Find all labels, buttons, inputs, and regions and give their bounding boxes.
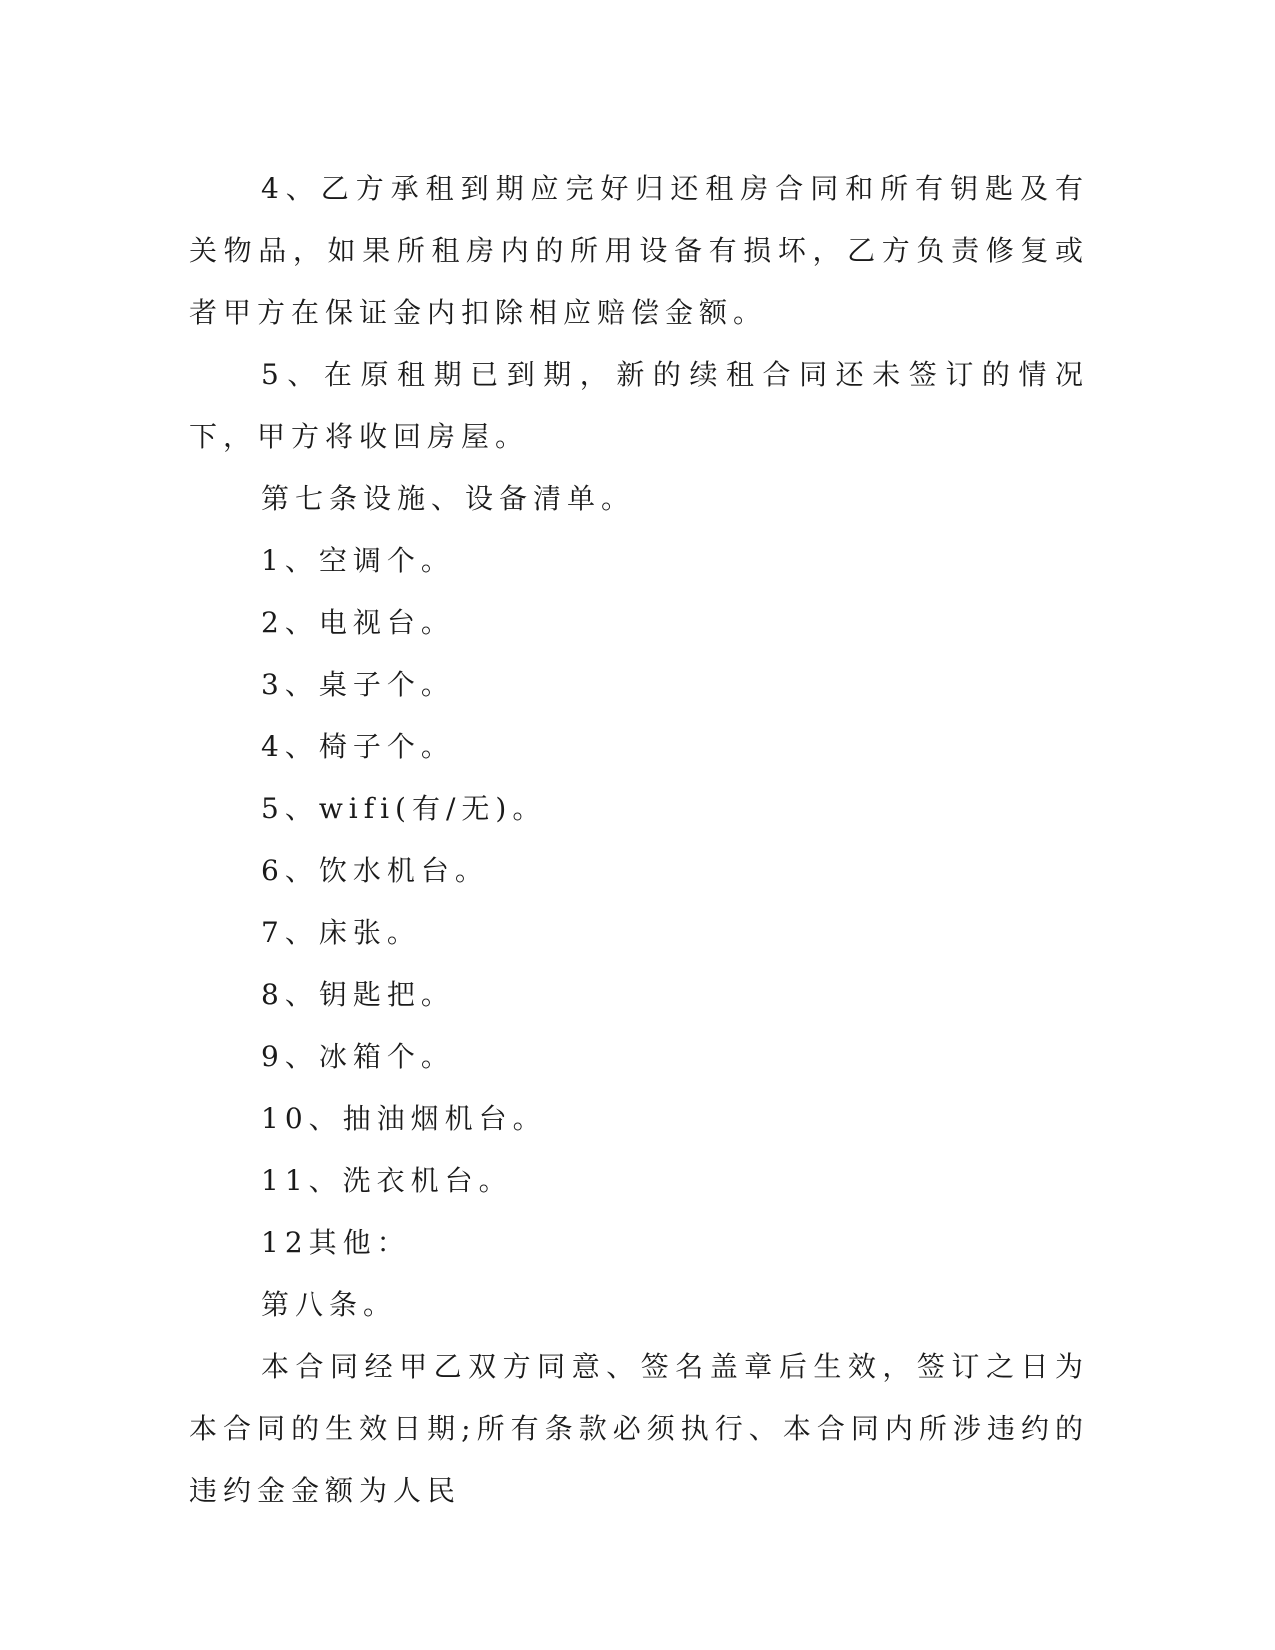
clause-8-heading: 第八条。 (261, 1288, 398, 1321)
equipment-item-6: 6、饮水机台。 (261, 854, 489, 887)
clause-6-item-5: 5、在原租期已到期，新的续租合同还未签订的情况下，甲方将收回房屋。 (189, 358, 1089, 453)
equipment-item-9: 9、冰箱个。 (261, 1040, 455, 1073)
equipment-item-1: 1、空调个。 (261, 544, 455, 577)
equipment-item-8: 8、钥匙把。 (261, 978, 455, 1011)
equipment-item-3: 3、桌子个。 (261, 668, 455, 701)
equipment-item-2: 2、电视台。 (261, 606, 455, 639)
clause-7-heading: 第七条设施、设备清单。 (261, 482, 636, 515)
equipment-item-10: 10、抽油烟机台。 (261, 1102, 547, 1135)
equipment-item-5: 5、wifi(有/无)。 (261, 792, 547, 825)
equipment-item-7: 7、床张。 (261, 916, 421, 949)
equipment-item-4: 4、椅子个。 (261, 730, 455, 763)
equipment-item-12: 12其他： (261, 1226, 411, 1259)
equipment-item-11: 11、洗衣机台。 (261, 1164, 513, 1197)
document-body (189, 158, 1089, 1522)
clause-8-body: 本合同经甲乙双方同意、签名盖章后生效，签订之日为本合同的生效日期;所有条款必须执行、本合同内所涉违约的违约金金额为人民 (189, 1350, 1089, 1507)
clause-6-item-4: 4、乙方承租到期应完好归还租房合同和所有钥匙及有关物品，如果所租房内的所用设备有损坏，乙方负责修复或者甲方在保证金内扣除相应赔偿金额。 (189, 172, 1089, 329)
